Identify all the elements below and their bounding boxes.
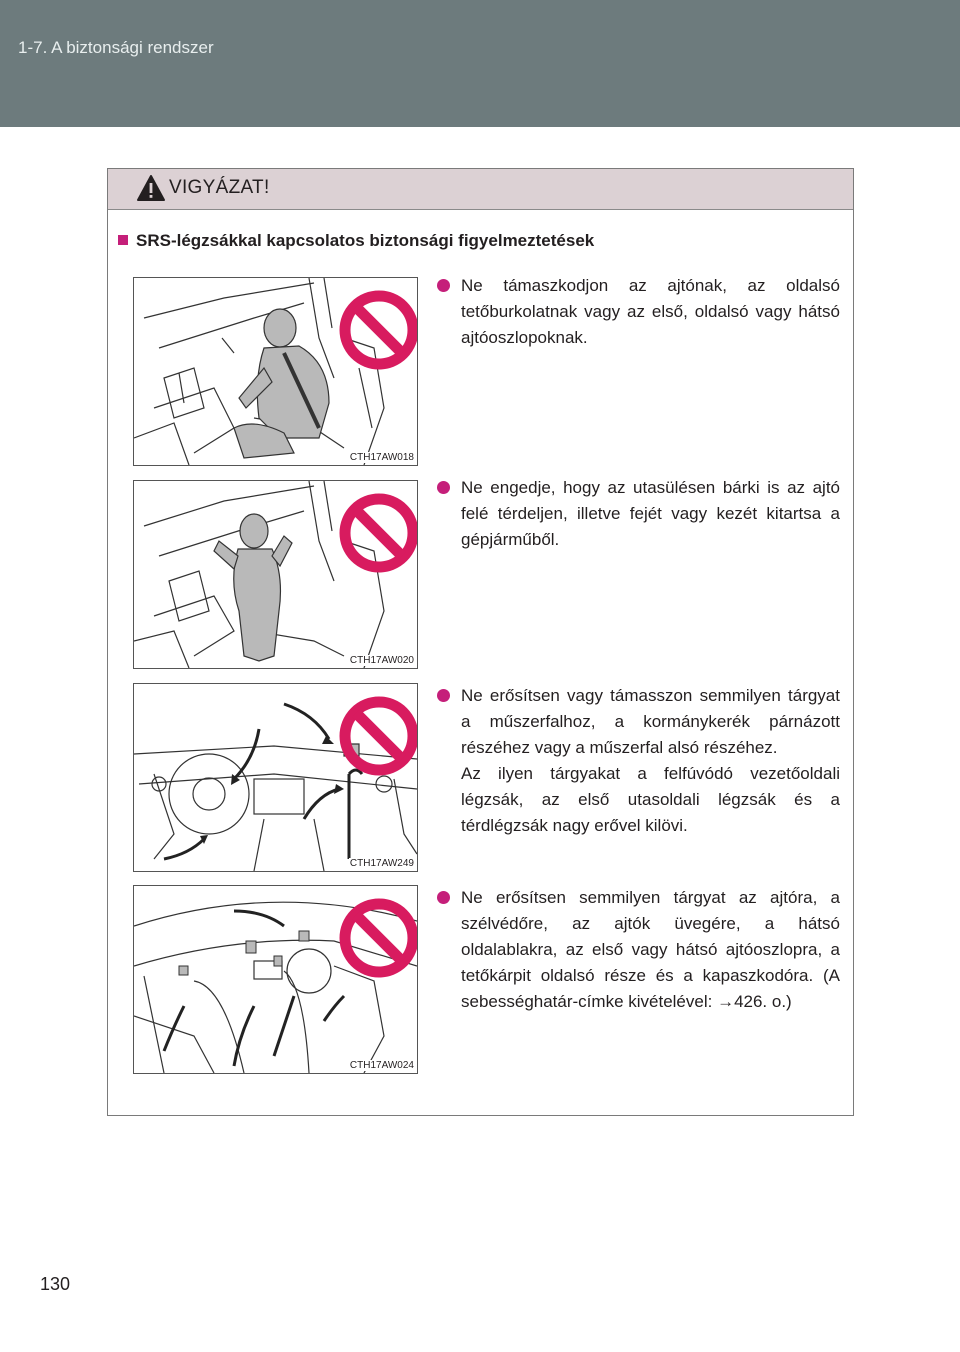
caution-header xyxy=(108,169,853,210)
caution-item-text: Ne engedje, hogy az utasülésen bárki is az ajtó felé térdeljen, illetve fejét vagy kezét kitartsa a gépjárműből. xyxy=(461,478,840,549)
round-bullet-icon xyxy=(437,481,450,494)
prohibition-sign-icon xyxy=(134,886,417,1073)
figure-code: CTH17AW249 xyxy=(349,858,414,869)
caution-title: VIGYÁZAT! xyxy=(169,177,270,198)
subheading-text: SRS-légzsákkal kapcsolatos biztonsági figyelmeztetések xyxy=(136,231,595,250)
square-bullet-icon xyxy=(118,235,128,245)
caution-item-2 xyxy=(440,475,840,553)
caution-item-4 xyxy=(440,885,840,1015)
prohibition-sign-icon xyxy=(134,278,417,465)
caution-item-text: Ne támaszkodjon az ajtónak, az oldalsó tetőburkolatnak vagy az első, oldalsó vagy hátsó ajtóoszlopoknak. xyxy=(461,276,840,347)
caution-item-text: Ne erősítsen semmilyen tárgyat az ajtóra, a szélvédőre, az ajtók üvegére, a hátsó oldalablakra, az első vagy hátsó ajtóoszlopra, a tetőkárpit oldalsó része és a kapaszkodóra. (A sebességhatár-címke kivételével: →426. o.) xyxy=(461,888,840,1011)
figure-leaning-on-door xyxy=(133,277,418,466)
caution-item-1 xyxy=(440,273,840,351)
caution-item-text: Ne erősítsen vagy támasszon semmilyen tárgyat a műszerfalhoz, a kormánykerék párnázott részéhez vagy a műszerfal alsó részéhez. xyxy=(461,686,840,757)
round-bullet-icon xyxy=(437,689,450,702)
warning-triangle-icon xyxy=(136,174,166,202)
prohibition-sign-icon xyxy=(134,684,417,871)
caution-item-3 xyxy=(440,683,840,839)
prohibition-sign-icon xyxy=(134,481,417,668)
round-bullet-icon xyxy=(437,279,450,292)
page-number: 130 xyxy=(40,1274,71,1294)
section-title: 1-7. A biztonsági rendszer xyxy=(18,38,214,57)
figure-code: CTH17AW018 xyxy=(349,452,414,463)
figure-interior-objects xyxy=(133,885,418,1074)
caution-box xyxy=(107,168,854,1116)
page-header xyxy=(0,0,960,127)
caution-subheading xyxy=(118,231,594,251)
figure-code: CTH17AW020 xyxy=(349,655,414,666)
figure-kneeling-passenger xyxy=(133,480,418,669)
figure-code: CTH17AW024 xyxy=(349,1060,414,1071)
round-bullet-icon xyxy=(437,891,450,904)
figure-dashboard-objects xyxy=(133,683,418,872)
caution-item-text-continued: Az ilyen tárgyakat a felfúvódó vezetőoldali légzsák, az első utasoldali légzsák és a térdlégzsák nagy erővel kilövi. xyxy=(461,764,840,835)
